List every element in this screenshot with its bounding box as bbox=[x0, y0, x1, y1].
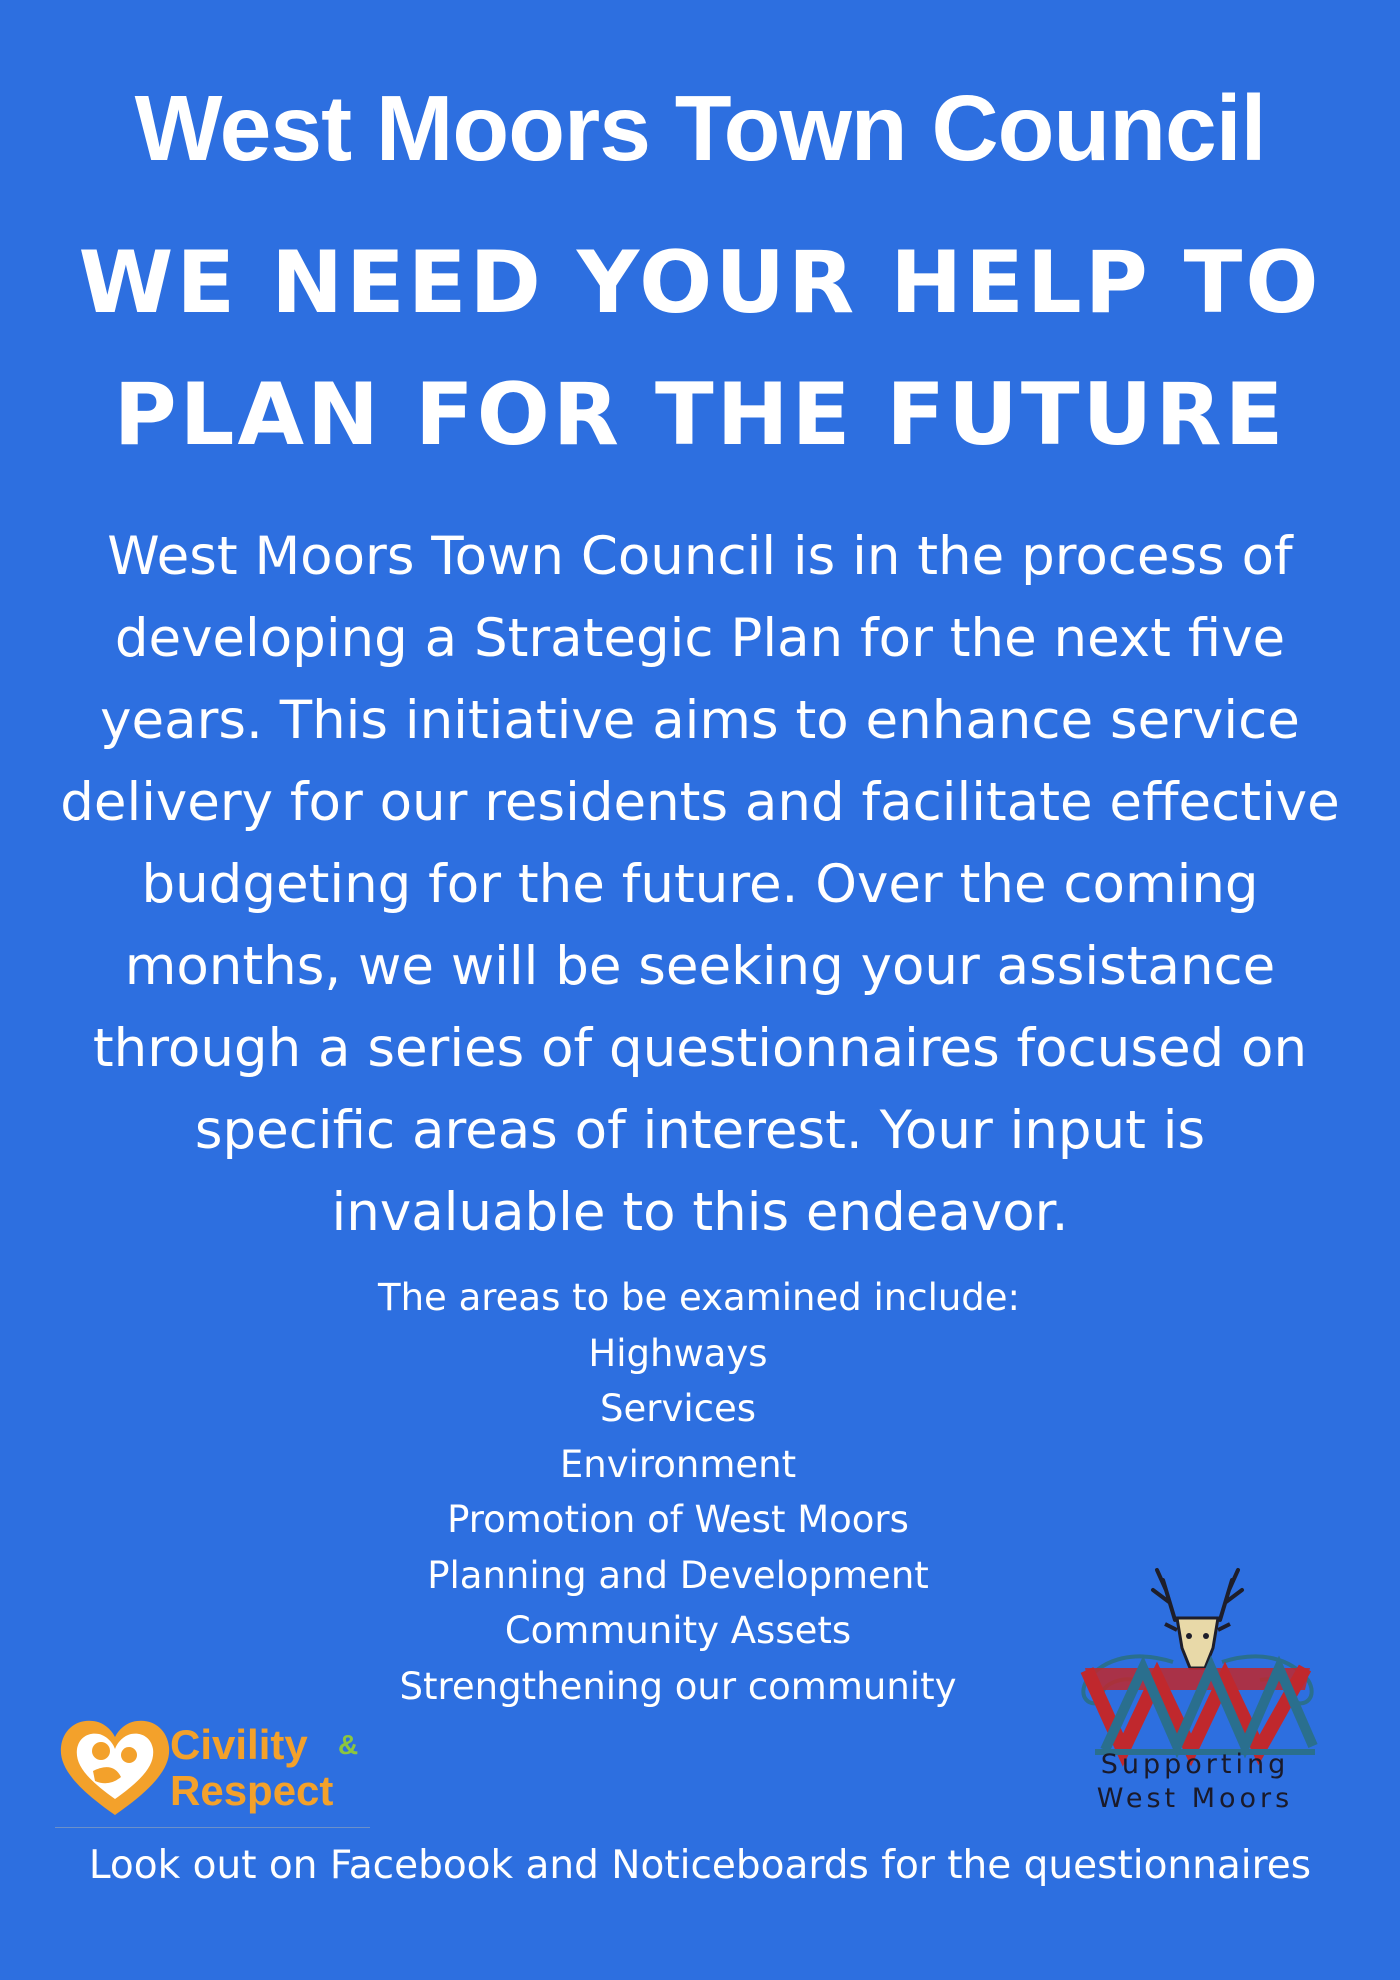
respect-word: Respect bbox=[170, 1767, 334, 1814]
intro-paragraph bbox=[0, 516, 1400, 1254]
intro-line: years. This initiative aims to enhance service bbox=[100, 690, 1300, 751]
area-item: Planning and Development bbox=[427, 1553, 929, 1597]
area-item: Services bbox=[599, 1387, 757, 1430]
intro-line: budgeting for the future. Over the coming bbox=[141, 854, 1259, 915]
civility-word: Civility bbox=[170, 1721, 308, 1768]
area-item: Environment bbox=[559, 1442, 797, 1486]
intro-line: through a series of questionnaires focused on bbox=[92, 1018, 1308, 1079]
intro-line: invaluable to this endeavor. bbox=[331, 1182, 1069, 1243]
page-title: West Moors Town Council bbox=[134, 76, 1266, 180]
area-item: Community Assets bbox=[504, 1609, 852, 1652]
intro-line: specific areas of interest. Your input is bbox=[194, 1100, 1206, 1161]
headline-line-2: PLAN FOR THE FUTURE bbox=[113, 365, 1287, 465]
areas-list bbox=[378, 1270, 1021, 1714]
logo-underline bbox=[55, 1827, 370, 1834]
heart-icon bbox=[55, 1715, 175, 1825]
crest-label-line-1: Supporting bbox=[1100, 1749, 1290, 1780]
intro-line: West Moors Town Council is in the process of bbox=[107, 526, 1293, 587]
civility-respect-logo bbox=[55, 1715, 385, 1835]
crest-label-line-2: West Moors bbox=[1096, 1783, 1294, 1814]
footer-note: Look out on Facebook and Noticeboards for the questionnaires bbox=[88, 1843, 1312, 1888]
area-item: Strengthening our community bbox=[399, 1664, 957, 1708]
intro-line: delivery for our residents and facilitate effective bbox=[60, 772, 1340, 833]
headline-line-1: WE NEED YOUR HELP TO bbox=[78, 233, 1322, 333]
intro-line: developing a Strategic Plan for the next five bbox=[114, 608, 1286, 669]
area-item: Promotion of West Moors bbox=[447, 1498, 909, 1541]
civility-ampersand: & bbox=[338, 1729, 359, 1760]
area-item: Highways bbox=[588, 1331, 768, 1375]
areas-heading: The areas to be examined include: bbox=[378, 1276, 1021, 1319]
intro-line: months, we will be seeking your assistance bbox=[124, 936, 1276, 997]
